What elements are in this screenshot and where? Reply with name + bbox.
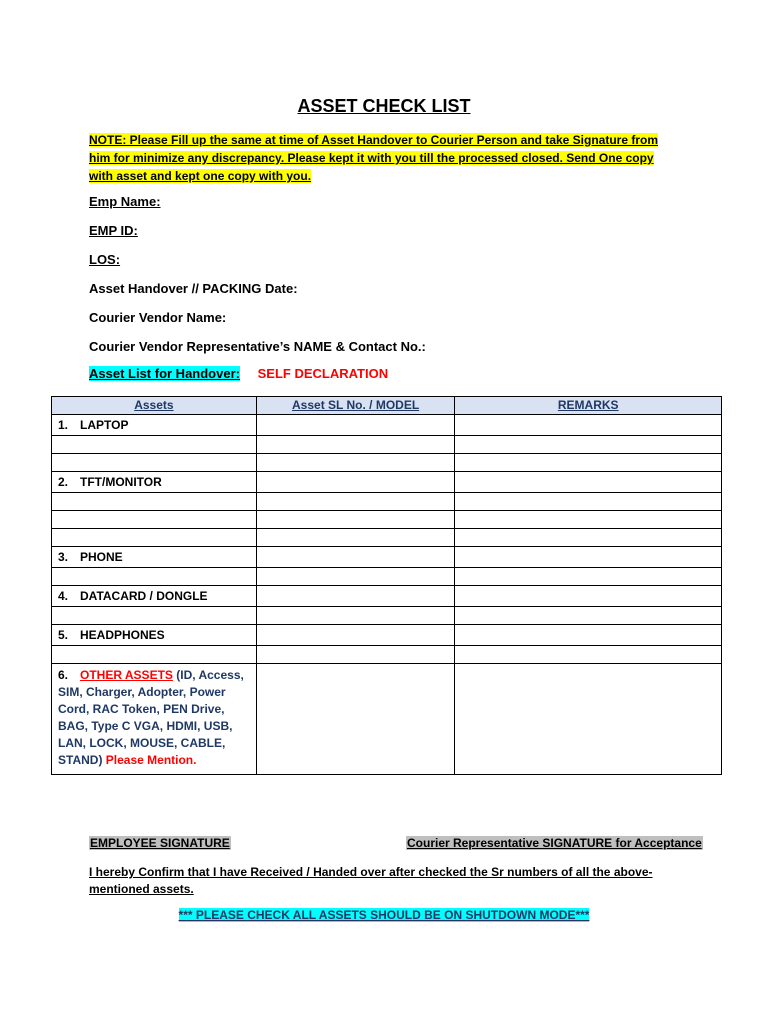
remarks-cell[interactable] <box>455 436 722 454</box>
other-assets-detail: (ID, Access, SIM, Charger, Adopter, Power Cord, RAC Token, PEN Drive, BAG, Type C VGA, HDMI, USB, LAN, LOCK, MOUSE, CABLE, STAND) <box>58 668 244 767</box>
table-row <box>52 586 722 607</box>
remarks-cell[interactable] <box>455 472 722 493</box>
asset-label: LAPTOP <box>80 418 129 432</box>
serial-cell[interactable] <box>256 586 455 607</box>
remarks-cell[interactable] <box>455 625 722 646</box>
remarks-cell[interactable] <box>455 511 722 529</box>
asset-cell <box>52 436 257 454</box>
remarks-cell[interactable] <box>455 646 722 664</box>
asset-number: 3. <box>58 550 69 564</box>
table-row <box>52 568 722 586</box>
asset-cell <box>52 493 257 511</box>
note-text <box>89 131 679 185</box>
serial-cell[interactable] <box>256 664 455 775</box>
serial-cell[interactable] <box>256 415 455 436</box>
other-assets-label: OTHER ASSETS <box>80 668 173 682</box>
asset-number: 6. <box>58 668 69 682</box>
asset-cell <box>52 664 257 775</box>
table-row <box>52 436 722 454</box>
handover-date-label: Asset Handover // PACKING Date: <box>89 281 298 296</box>
remarks-cell[interactable] <box>455 493 722 511</box>
table-row <box>52 646 722 664</box>
serial-cell[interactable] <box>256 625 455 646</box>
asset-number: 5. <box>58 628 69 642</box>
asset-number: 4. <box>58 589 69 603</box>
asset-label: TFT/MONITOR <box>80 475 162 489</box>
asset-label: HEADPHONES <box>80 628 165 642</box>
self-declaration: SELF DECLARATION <box>257 366 389 381</box>
please-mention: Please Mention. <box>105 753 197 767</box>
table-row <box>52 493 722 511</box>
courier-vendor-label: Courier Vendor Name: <box>89 310 227 325</box>
los-label: LOS: <box>89 252 121 267</box>
emp-name-label: Emp Name: <box>89 194 161 209</box>
note-highlight: NOTE: Please Fill up the same at time of Asset Handover to Courier Person and take Signature from him for minimize any discrepancy. Please kept it with you till the processed closed. Send One copy with asset and kept one copy with you. <box>89 133 659 183</box>
remarks-cell[interactable] <box>455 529 722 547</box>
serial-cell[interactable] <box>256 547 455 568</box>
serial-cell[interactable] <box>256 493 455 511</box>
serial-cell[interactable] <box>256 568 455 586</box>
handover-line <box>89 366 388 381</box>
table-row <box>52 454 722 472</box>
table-row <box>52 664 722 775</box>
asset-label: PHONE <box>80 550 123 564</box>
asset-cell <box>52 415 257 436</box>
header-serial-model: Asset SL No. / MODEL <box>256 397 455 415</box>
asset-cell <box>52 586 257 607</box>
serial-cell[interactable] <box>256 529 455 547</box>
remarks-cell[interactable] <box>455 454 722 472</box>
asset-cell <box>52 625 257 646</box>
courier-signature-label: Courier Representative SIGNATURE for Acceptance <box>407 836 702 850</box>
header-remarks: REMARKS <box>455 397 722 415</box>
asset-cell <box>52 511 257 529</box>
remarks-cell[interactable] <box>455 607 722 625</box>
remarks-cell[interactable] <box>455 547 722 568</box>
remarks-cell[interactable] <box>455 415 722 436</box>
other-assets-text <box>58 664 250 769</box>
employee-signature-label: EMPLOYEE SIGNATURE <box>90 836 230 850</box>
remarks-cell[interactable] <box>455 568 722 586</box>
asset-number: 2. <box>58 475 69 489</box>
table-row <box>52 511 722 529</box>
asset-table <box>51 396 722 775</box>
table-row <box>52 547 722 568</box>
handover-label: Asset List for Handover: <box>89 366 240 381</box>
serial-cell[interactable] <box>256 436 455 454</box>
asset-label: DATACARD / DONGLE <box>80 589 208 603</box>
table-row <box>52 472 722 493</box>
serial-cell[interactable] <box>256 511 455 529</box>
courier-rep-label: Courier Vendor Representative’s NAME & Contact No.: <box>89 339 426 354</box>
asset-number: 1. <box>58 418 69 432</box>
asset-cell <box>52 607 257 625</box>
table-header-row <box>52 397 722 415</box>
serial-cell[interactable] <box>256 607 455 625</box>
asset-cell <box>52 547 257 568</box>
table-row <box>52 415 722 436</box>
serial-cell[interactable] <box>256 646 455 664</box>
page-title: ASSET CHECK LIST <box>297 96 471 116</box>
confirmation-text: I hereby Confirm that I have Received / Handed over after checked the Sr numbers of all the above-mentioned assets. <box>89 865 653 896</box>
emp-id-label: EMP ID: <box>89 223 138 238</box>
table-row <box>52 607 722 625</box>
remarks-cell[interactable] <box>455 586 722 607</box>
serial-cell[interactable] <box>256 454 455 472</box>
shutdown-notice <box>0 908 768 922</box>
table-row <box>52 625 722 646</box>
asset-cell <box>52 646 257 664</box>
asset-cell <box>52 568 257 586</box>
asset-cell <box>52 472 257 493</box>
table-row <box>52 529 722 547</box>
serial-cell[interactable] <box>256 472 455 493</box>
shutdown-text: *** PLEASE CHECK ALL ASSETS SHOULD BE ON SHUTDOWN MODE*** <box>178 908 590 922</box>
header-assets: Assets <box>52 397 257 415</box>
remarks-cell[interactable] <box>455 664 722 775</box>
asset-cell <box>52 529 257 547</box>
asset-cell <box>52 454 257 472</box>
